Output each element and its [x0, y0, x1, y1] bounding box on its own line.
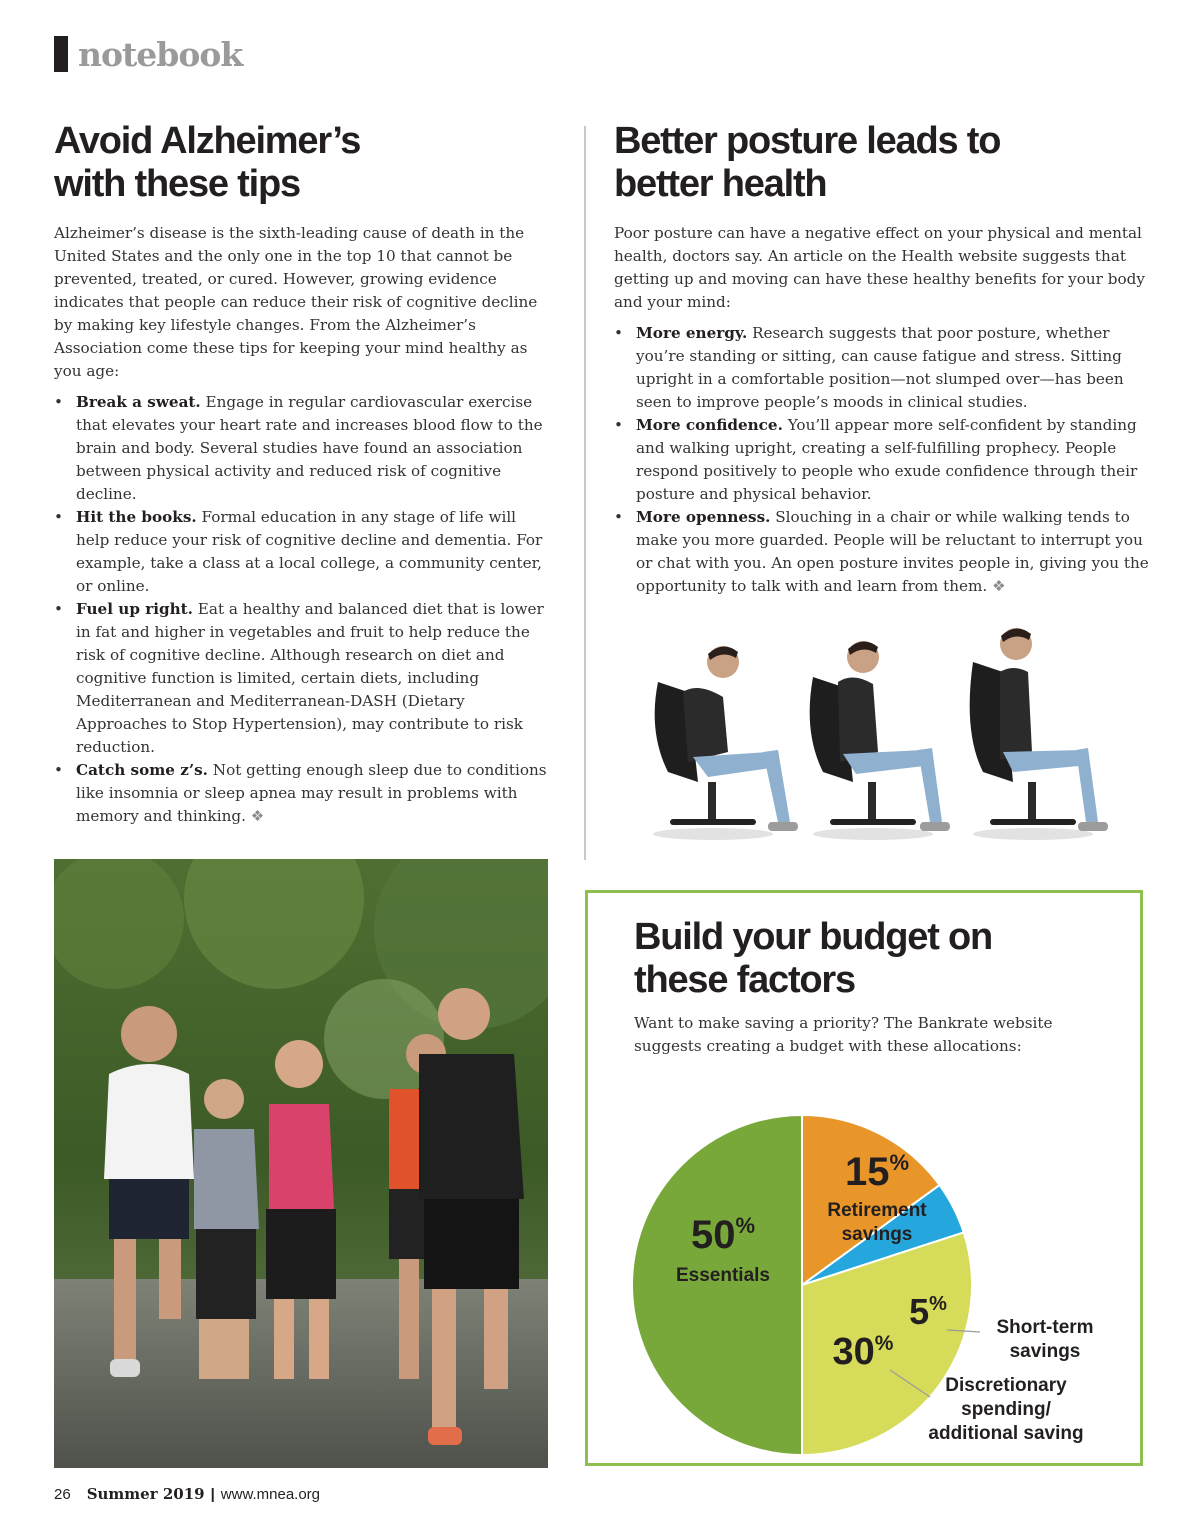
footer-url: www.mnea.org	[220, 1486, 321, 1503]
benefit-text: Research suggests that poor posture, whether you’re standing or sitting, can cause fatigue and stress. Sitting upright in a comfortable position—not slumped over—has been seen to improve people’s moods in clinical studies.	[636, 324, 1124, 411]
alzheimers-title-line1: Avoid Alzheimer’s	[54, 120, 361, 162]
section-marker-bar	[54, 36, 68, 72]
category-label-retirement: Retirement savings	[827, 1200, 927, 1245]
column-divider	[584, 126, 586, 860]
tip-hit-the-books	[54, 506, 554, 598]
page-footer	[54, 1484, 320, 1505]
benefit-more-openness	[614, 506, 1154, 598]
category-label-essentials: Essentials	[676, 1265, 770, 1286]
benefit-lead: More energy.	[636, 324, 748, 342]
benefit-lead: More confidence.	[636, 416, 783, 434]
bullet-dot-icon: •	[54, 761, 63, 779]
posture-photo	[628, 622, 1128, 844]
bullet-dot-icon: •	[54, 393, 63, 411]
posture-intro: Poor posture can have a negative effect on your physical and mental health, doctors say. An article on the Health website suggests that getting up and moving can have these healthy benefits for your body and your mind:	[614, 224, 1145, 311]
page-number: 26	[54, 1486, 71, 1503]
posture-article	[614, 120, 1154, 598]
tip-fuel-up-right	[54, 598, 554, 759]
value-label-short-term: 5%	[909, 1291, 947, 1332]
tip-catch-some-zs	[54, 759, 554, 828]
value-label-discretionary: 30%	[832, 1331, 894, 1373]
alzheimers-tips-list	[54, 391, 554, 828]
tip-text: Eat a healthy and balanced diet that is lower in fat and higher in vegetables and fruit to help reduce the risk of cognitive decline. Although research on diet and cognitive function is limited, certain diets, including Mediterranean and Mediterranean-DASH (Dietary Approaches to Stop Hypertension), may contribute to risk reduction.	[76, 600, 544, 756]
budget-pie-chart	[585, 1070, 1143, 1460]
tip-lead: Break a sweat.	[76, 393, 201, 411]
end-mark-icon: ❖	[992, 577, 1006, 595]
alzheimers-article	[54, 120, 554, 828]
tip-text: Formal education in any stage of life will help reduce your risk of cognitive decline and dementia. For example, take a class at a local college, a community center, or online.	[76, 508, 543, 595]
seated-figure-upright	[970, 628, 1108, 840]
benefit-more-energy	[614, 322, 1154, 414]
tip-text: Engage in regular cardiovascular exercise that elevates your heart rate and increases blood flow to the brain and body. Several studies have found an association between physical activity and reduced risk of cognitive decline.	[76, 393, 543, 503]
bullet-dot-icon: •	[614, 324, 623, 342]
bullet-dot-icon: •	[614, 508, 623, 526]
footer-separator: |	[210, 1486, 215, 1503]
posture-title	[614, 120, 1154, 206]
tip-lead: Catch some z’s.	[76, 761, 208, 779]
seated-figure-neutral	[810, 641, 950, 840]
alzheimers-intro: Alzheimer’s disease is the sixth-leading cause of death in the United States and the only one in the top 10 that cannot be prevented, treated, or cured. However, growing evidence indicates that people can reduce their risk of cognitive decline by making key lifestyle changes. From the Alzheimer’s Association come these tips for keeping your mind healthy as you age:	[54, 224, 538, 380]
posture-title-line1: Better posture leads to	[614, 120, 1001, 162]
benefit-text: You’ll appear more self-confident by standing and walking upright, creating a self-fulfilling prophecy. People respond positively to people who exude confidence through their posture and physical behavior.	[636, 416, 1138, 503]
bullet-dot-icon: •	[614, 416, 623, 434]
benefit-text: Slouching in a chair or while walking tends to make you more guarded. People will be reluctant to interrupt you or chat with you. An open posture invites people in, giving you the opportunity to talk with and learn from them.	[636, 508, 1149, 595]
category-label-short-term: Short-term savings	[996, 1317, 1094, 1362]
tip-lead: Hit the books.	[76, 508, 197, 526]
section-label: notebook	[78, 35, 243, 74]
alzheimers-title-line2: with these tips	[54, 163, 300, 205]
budget-intro: Want to make saving a priority? The Bankrate website suggests creating a budget with these allocations:	[634, 1014, 1053, 1055]
bullet-dot-icon: •	[54, 600, 63, 618]
tip-lead: Fuel up right.	[76, 600, 193, 618]
value-label-retirement: 15%	[844, 1150, 910, 1194]
seated-figure-slouched	[653, 646, 798, 840]
issue-label: Summer 2019	[86, 1485, 205, 1503]
budget-title-line1: Build your budget on	[634, 916, 993, 958]
tip-text: Not getting enough sleep due to conditions like insomnia or sleep apnea may result in problems with memory and thinking.	[76, 761, 547, 825]
category-label-discretionary: Discretionary spending/ additional saving	[928, 1375, 1084, 1444]
posture-title-line2: better health	[614, 163, 827, 205]
end-mark-icon: ❖	[250, 807, 265, 825]
alzheimers-title	[54, 120, 554, 206]
bullet-dot-icon: •	[54, 508, 63, 526]
tip-break-a-sweat	[54, 391, 554, 506]
runners-photo	[54, 859, 548, 1468]
value-label-essentials: 50%	[690, 1213, 756, 1257]
budget-title-line2: these factors	[634, 959, 855, 1001]
posture-benefits-list	[614, 322, 1154, 598]
budget-title	[634, 916, 1114, 1002]
benefit-lead: More openness.	[636, 508, 771, 526]
benefit-more-confidence	[614, 414, 1154, 506]
